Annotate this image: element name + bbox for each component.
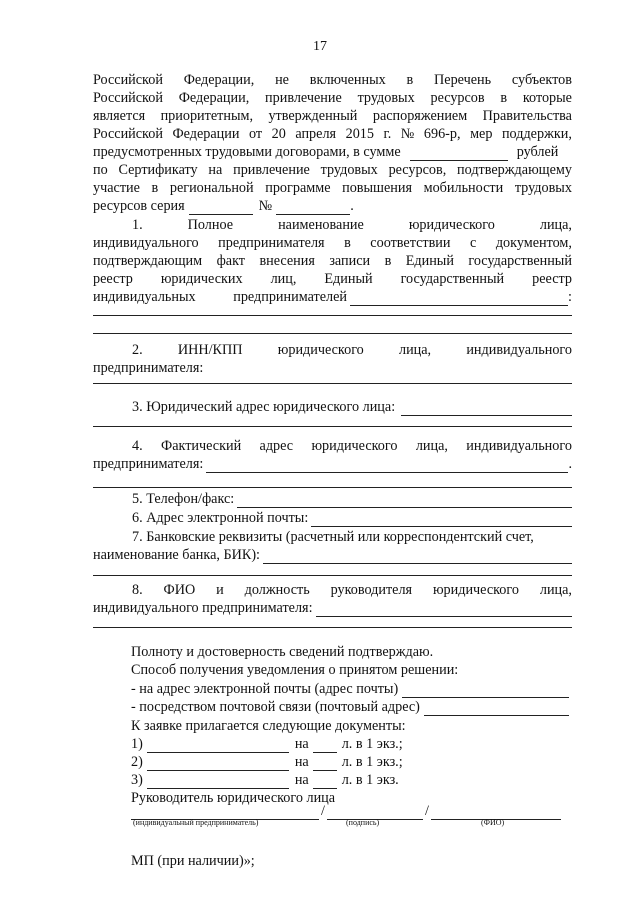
item8-line-1 xyxy=(132,581,572,599)
word: Федерации, xyxy=(178,90,250,106)
email-option-label: - на адрес электронной почты (адрес почты) xyxy=(131,681,399,697)
word: и xyxy=(216,582,224,598)
bank-details-blank-line-2[interactable] xyxy=(93,575,572,576)
word: в xyxy=(384,253,392,269)
legal-name-blank-line-2[interactable] xyxy=(93,315,572,316)
caption-entrepreneur: (индивидуальный предприниматель) xyxy=(133,818,259,827)
word: Правительства xyxy=(482,108,572,124)
word: должность xyxy=(244,582,310,598)
word: Федерации xyxy=(172,126,240,142)
word: участие xyxy=(93,180,140,196)
confirm-line-1: Полноту и достоверность сведений подтверждаю. xyxy=(131,644,434,660)
attachment-pages-blank[interactable] xyxy=(313,739,337,753)
word: реестр xyxy=(532,271,572,287)
word: трудовых xyxy=(357,90,415,106)
item3-line xyxy=(132,398,572,416)
word: программе xyxy=(265,180,331,196)
slash-1: / xyxy=(321,803,325,819)
word: наименование xyxy=(278,217,364,233)
word: является xyxy=(93,108,146,124)
item1-line-5-text xyxy=(93,288,347,306)
post-option-label: - посредством почтовой связи (почтовый адрес) xyxy=(131,699,420,715)
word: Сертификату xyxy=(118,162,198,178)
intro-line-8 xyxy=(93,197,572,215)
word: ресурсов xyxy=(430,90,485,106)
word: от xyxy=(249,126,263,142)
word: мобильности xyxy=(423,180,504,196)
number-blank[interactable] xyxy=(276,201,350,215)
word: лица, xyxy=(415,438,448,454)
notify-post-blank[interactable] xyxy=(424,702,569,716)
slash-2: / xyxy=(424,803,429,819)
attachments-heading: К заявке прилагается следующие документы: xyxy=(131,718,406,734)
intro-line-2 xyxy=(93,89,572,107)
word: утвержденный xyxy=(268,108,358,124)
word: апреля xyxy=(295,126,337,142)
word: Единый xyxy=(324,271,373,287)
word: не xyxy=(275,72,289,88)
word: Перечень xyxy=(434,72,492,88)
word: региональной xyxy=(169,180,254,196)
attachment-tail: л. в 1 экз. xyxy=(341,772,399,788)
word: факт xyxy=(216,253,245,269)
word: 2015 xyxy=(345,126,374,142)
series-blank[interactable] xyxy=(189,201,253,215)
attachment-row-1 xyxy=(131,735,403,753)
word: юридического xyxy=(432,582,519,598)
phone-fax-blank[interactable] xyxy=(237,494,572,508)
word: в xyxy=(500,90,508,106)
word: Российской xyxy=(93,72,163,88)
word: 20 xyxy=(271,126,286,142)
legal-address-blank-line-2[interactable] xyxy=(93,426,572,427)
word: предпринимателя xyxy=(218,235,325,251)
item2-line-2: предпринимателя: xyxy=(93,360,204,376)
item4-label: предпринимателя: xyxy=(93,456,204,472)
attachment-name-blank[interactable] xyxy=(147,739,289,753)
word: с xyxy=(469,235,477,251)
item1-colon: : xyxy=(568,289,572,305)
item7-label: наименование банка, БИК): xyxy=(93,547,260,563)
item1-line-4 xyxy=(93,270,572,288)
word: лица, xyxy=(399,342,432,358)
item1-line-2 xyxy=(93,234,572,252)
item4-dot: . xyxy=(568,456,572,472)
word: реестр xyxy=(93,271,133,287)
word: записи xyxy=(329,253,371,269)
attachment-na: на xyxy=(294,772,309,788)
legal-name-blank[interactable] xyxy=(350,292,568,306)
item7-line-1: 7. Банковские реквизиты (расчетный или корреспондентский счет, xyxy=(132,529,534,545)
actual-address-blank[interactable] xyxy=(206,459,568,473)
legal-name-blank-line-3[interactable] xyxy=(93,333,572,334)
legal-address-blank[interactable] xyxy=(401,402,572,416)
word: Полное xyxy=(187,217,234,233)
word: в xyxy=(344,235,351,251)
word: лиц, xyxy=(270,271,297,287)
word: индивидуального xyxy=(466,438,572,454)
notify-email-blank[interactable] xyxy=(402,684,569,698)
word: государственный xyxy=(400,271,505,287)
word: в xyxy=(406,72,414,88)
item1-line-1 xyxy=(132,216,572,234)
word: подтверждающему xyxy=(457,162,572,178)
item6-label: 6. Адрес электронной почты: xyxy=(132,510,309,526)
item5-label: 5. Телефон/факс: xyxy=(132,491,235,507)
word: субъектов xyxy=(511,72,572,88)
attachment-name-blank[interactable] xyxy=(147,775,289,789)
word: руководителя xyxy=(330,582,413,598)
item8-label: индивидуального предпринимателя: xyxy=(93,600,313,616)
stamp-line: МП (при наличии)»; xyxy=(131,853,255,869)
word: трудовых xyxy=(320,162,378,178)
word: юридического xyxy=(311,438,398,454)
word: включенных xyxy=(309,72,386,88)
item1-line-3 xyxy=(93,252,572,270)
caption-full-name: (ФИО) xyxy=(481,818,505,827)
word: 4. xyxy=(132,438,143,454)
actual-address-blank-line-2[interactable] xyxy=(93,487,572,488)
word: привлечение xyxy=(265,90,342,106)
intro-end-dot: . xyxy=(350,198,354,214)
intro-line-5-text: предусмотренных трудовыми договорами, в сумме xyxy=(93,144,401,160)
word: индивидуального xyxy=(93,235,199,251)
word: ИНН/КПП xyxy=(177,342,243,358)
item6-line xyxy=(132,509,572,527)
confirm-line-4 xyxy=(131,698,571,716)
word: 2. xyxy=(132,342,143,358)
director-blank[interactable] xyxy=(316,603,572,617)
number-sign: № xyxy=(258,198,273,214)
intro-line-1 xyxy=(93,71,572,89)
word: юридического xyxy=(408,217,495,233)
word: лица, xyxy=(539,582,572,598)
item4-line-2 xyxy=(93,455,572,473)
attachment-na: на xyxy=(294,736,309,752)
attachment-pages-blank[interactable] xyxy=(313,757,337,771)
word: подтверждающим xyxy=(93,253,203,269)
director-blank-line-2[interactable] xyxy=(93,627,572,628)
word: Фактический xyxy=(161,438,242,454)
attachment-num: 2) xyxy=(131,754,143,770)
word: ФИО xyxy=(163,582,196,598)
word: № xyxy=(400,126,415,142)
word: привлечение xyxy=(233,162,310,178)
word: лица, xyxy=(539,217,572,233)
item1-line-5 xyxy=(93,288,572,306)
word: индивидуального xyxy=(466,342,572,358)
intro-line-6 xyxy=(93,161,572,179)
item3-label: 3. Юридический адрес юридического лица: xyxy=(132,399,396,415)
attachment-num: 1) xyxy=(131,736,143,752)
word: распоряжением xyxy=(372,108,468,124)
item4-line-1 xyxy=(132,437,572,455)
attachment-na: на xyxy=(294,754,309,770)
word: Федерации, xyxy=(183,72,255,88)
word: мер xyxy=(470,126,493,142)
page-number: 17 xyxy=(313,39,327,54)
word: по xyxy=(93,162,108,178)
attachment-tail: л. в 1 экз.; xyxy=(341,736,403,752)
word: юридических xyxy=(160,271,243,287)
signature-title: Руководитель юридического лица xyxy=(131,790,336,806)
item5-line xyxy=(132,490,572,508)
word: 8. xyxy=(132,582,143,598)
intro-line-4 xyxy=(93,125,572,143)
word: соответствии xyxy=(370,235,451,251)
attachment-name-blank[interactable] xyxy=(147,757,289,771)
confirm-line-2: Способ получения уведомления о принятом решении: xyxy=(131,662,459,678)
item2-line-1 xyxy=(132,341,572,359)
word: предпринимателей xyxy=(233,289,347,305)
confirm-line-3 xyxy=(131,680,571,698)
word: которые xyxy=(522,90,572,106)
word: на xyxy=(208,162,223,178)
attachment-num: 3) xyxy=(131,772,143,788)
word: индивидуальных xyxy=(93,289,196,305)
intro-line-7 xyxy=(93,179,572,197)
item7-line-2 xyxy=(93,546,572,564)
word: 1. xyxy=(132,217,143,233)
word: г. xyxy=(383,126,392,142)
caption-signature: (подпись) xyxy=(346,818,380,827)
intro-line-3 xyxy=(93,107,572,125)
inn-kpp-blank[interactable] xyxy=(93,383,572,384)
item8-line-2 xyxy=(93,599,572,617)
attachment-tail: л. в 1 экз.; xyxy=(341,754,403,770)
word: ресурсов, xyxy=(388,162,447,178)
word: повышения xyxy=(342,180,412,196)
word: Российской xyxy=(93,90,163,106)
intro-line-5 xyxy=(93,143,572,161)
word: Единый xyxy=(405,253,454,269)
word: приоритетным, xyxy=(160,108,253,124)
word: поддержки, xyxy=(501,126,572,142)
word: трудовых xyxy=(514,180,572,196)
attachment-pages-blank[interactable] xyxy=(313,775,337,789)
attachment-row-3 xyxy=(131,771,399,789)
word: Российской xyxy=(93,126,163,142)
word: юридического xyxy=(277,342,364,358)
word: в xyxy=(151,180,159,196)
bank-details-blank[interactable] xyxy=(263,550,572,564)
word: документом, xyxy=(495,235,572,251)
intro-line-5-rub: рублей xyxy=(516,144,559,160)
word: адрес xyxy=(259,438,294,454)
attachment-row-2 xyxy=(131,753,403,771)
email-blank[interactable] xyxy=(311,513,572,527)
word: государственный xyxy=(468,253,572,269)
word: 696-р, xyxy=(423,126,461,142)
word: внесения xyxy=(259,253,315,269)
series-label: ресурсов серия xyxy=(93,198,185,214)
sum-blank[interactable] xyxy=(410,147,508,161)
